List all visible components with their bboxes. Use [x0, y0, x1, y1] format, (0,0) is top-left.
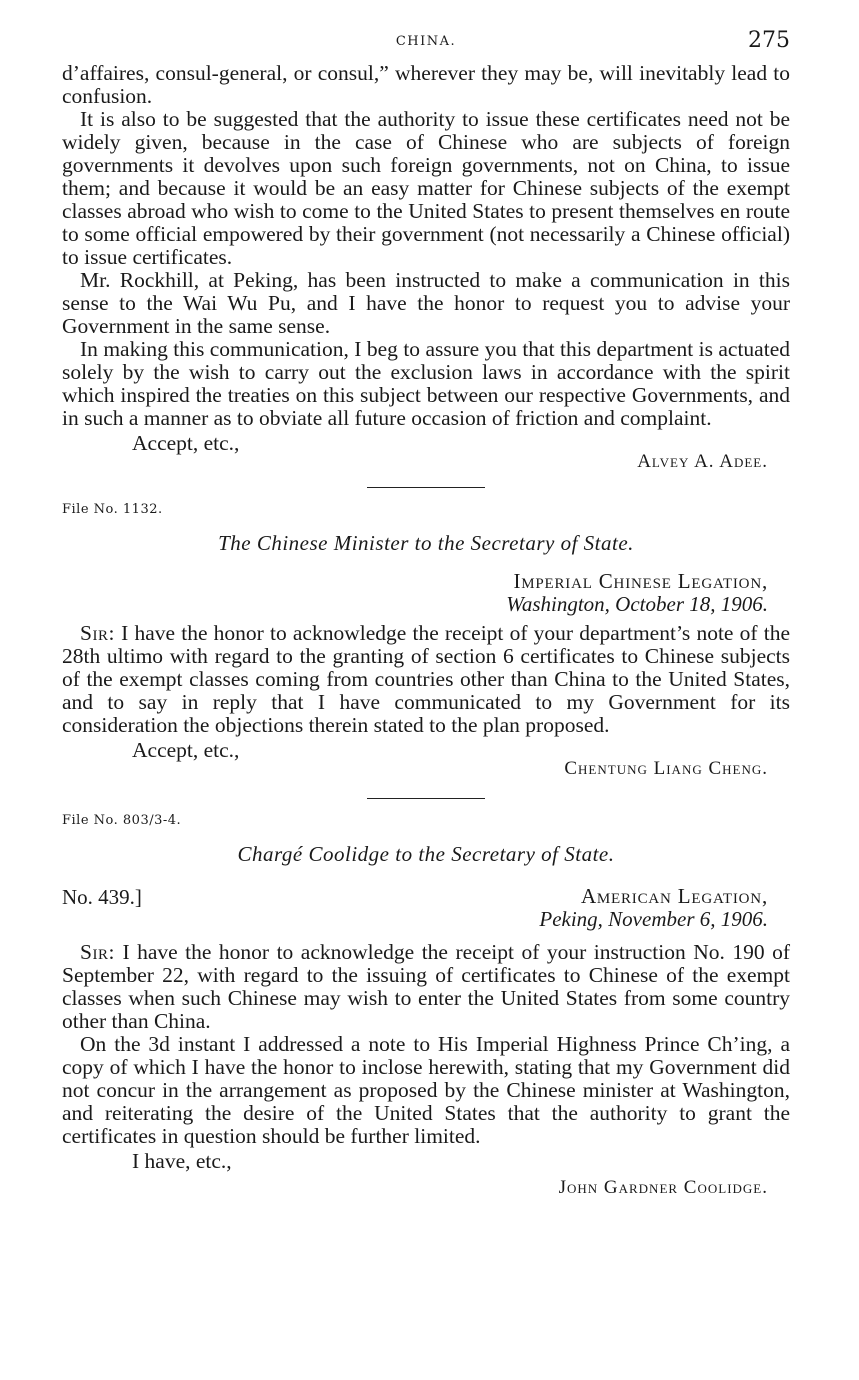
address-line: American Legation,	[580, 884, 768, 908]
signature: Chentung Liang Cheng.	[564, 758, 768, 779]
paragraph: Mr. Rockhill, at Peking, has been instructed to make a communication in this sense to the Wai Wu Pu, and I have the honor to request you to advise your Government in the same sense.	[62, 268, 790, 338]
valediction: Accept, etc.,	[132, 431, 240, 455]
letter-chinese-minister	[62, 502, 790, 780]
running-title: CHINA.	[395, 34, 457, 49]
dispatch-number: No. 439.]	[62, 885, 142, 909]
paragraph: On the 3d instant I addressed a note to His Imperial Highness Prince Ch’ing, a copy of which I have the honor to inclose herewith, stating that my Government did not concur in the arrangement as proposed by the Chinese minister at Washington, and reiterating the desire of the United States that the authority to grant the certificates in question should be further limited.	[62, 1032, 790, 1148]
document-title: Chargé Coolidge to the Secretary of State.	[237, 842, 615, 866]
paragraph: d’affaires, consul-general, or consul,” wherever they may be, will inevitably lead to confusion.	[62, 61, 790, 108]
salutation: Sir:	[80, 940, 115, 964]
valediction: Accept, etc.,	[132, 738, 240, 762]
date-line: Peking, November 6, 1906.	[539, 907, 768, 931]
salutation: Sir:	[80, 621, 115, 645]
page-number: 275	[748, 28, 790, 53]
paragraph: It is also to be suggested that the authority to issue these certificates need not be widely given, because in the case of Chinese who are subjects of foreign governments it devolves upon such foreign governments, not on China, to issue them; and because it would be an easy matter for Chinese subjects of the exempt classes abroad who wish to come to the United States to present themselves en route to some official empowered by their government (not necessarily a Chinese official) to issue certificates.	[62, 107, 790, 269]
signature: Alvey A. Adee.	[637, 451, 768, 472]
letter-coolidge	[62, 813, 790, 1199]
paragraph: In making this communication, I beg to assure you that this department is actuated solely by the wish to carry out the exclusion laws in accordance with the spirit which inspired the treaties on this subject between our respective Governments, and in such a manner as to obviate all future occasion of friction and complaint.	[62, 337, 790, 430]
document-page	[62, 28, 790, 1199]
file-number: File No. 1132.	[62, 502, 163, 517]
paragraph-body: I have the honor to acknowledge the receipt of your instruction No. 190 of September 22, with regard to the issuing of certificates to Chinese of the exempt classes when such Chinese may wish to enter the United States from some country other than China.	[62, 940, 790, 1033]
file-number: File No. 803/3-4.	[62, 813, 182, 828]
section-divider	[367, 487, 485, 488]
address-line: Imperial Chinese Legation,	[513, 569, 768, 593]
document-title: The Chinese Minister to the Secretary of State.	[218, 531, 634, 555]
valediction: I have, etc.,	[132, 1149, 232, 1173]
page-header	[62, 28, 790, 62]
paragraph	[62, 941, 790, 1033]
date-line: Washington, October 18, 1906.	[506, 592, 768, 616]
letter-adee	[62, 62, 790, 473]
paragraph-body: I have the honor to acknowledge the receipt of your department’s note of the 28th ultimo with regard to the granting of section 6 certificates to Chinese subjects of the exempt classes coming from countries other than China to the United States, and to say in reply that I have communicated to my Government for its consideration the objections therein stated to the plan proposed.	[62, 621, 790, 737]
paragraph	[62, 622, 790, 737]
signature: John Gardner Coolidge.	[558, 1177, 768, 1198]
heading-row	[62, 885, 790, 931]
section-divider	[367, 798, 485, 799]
